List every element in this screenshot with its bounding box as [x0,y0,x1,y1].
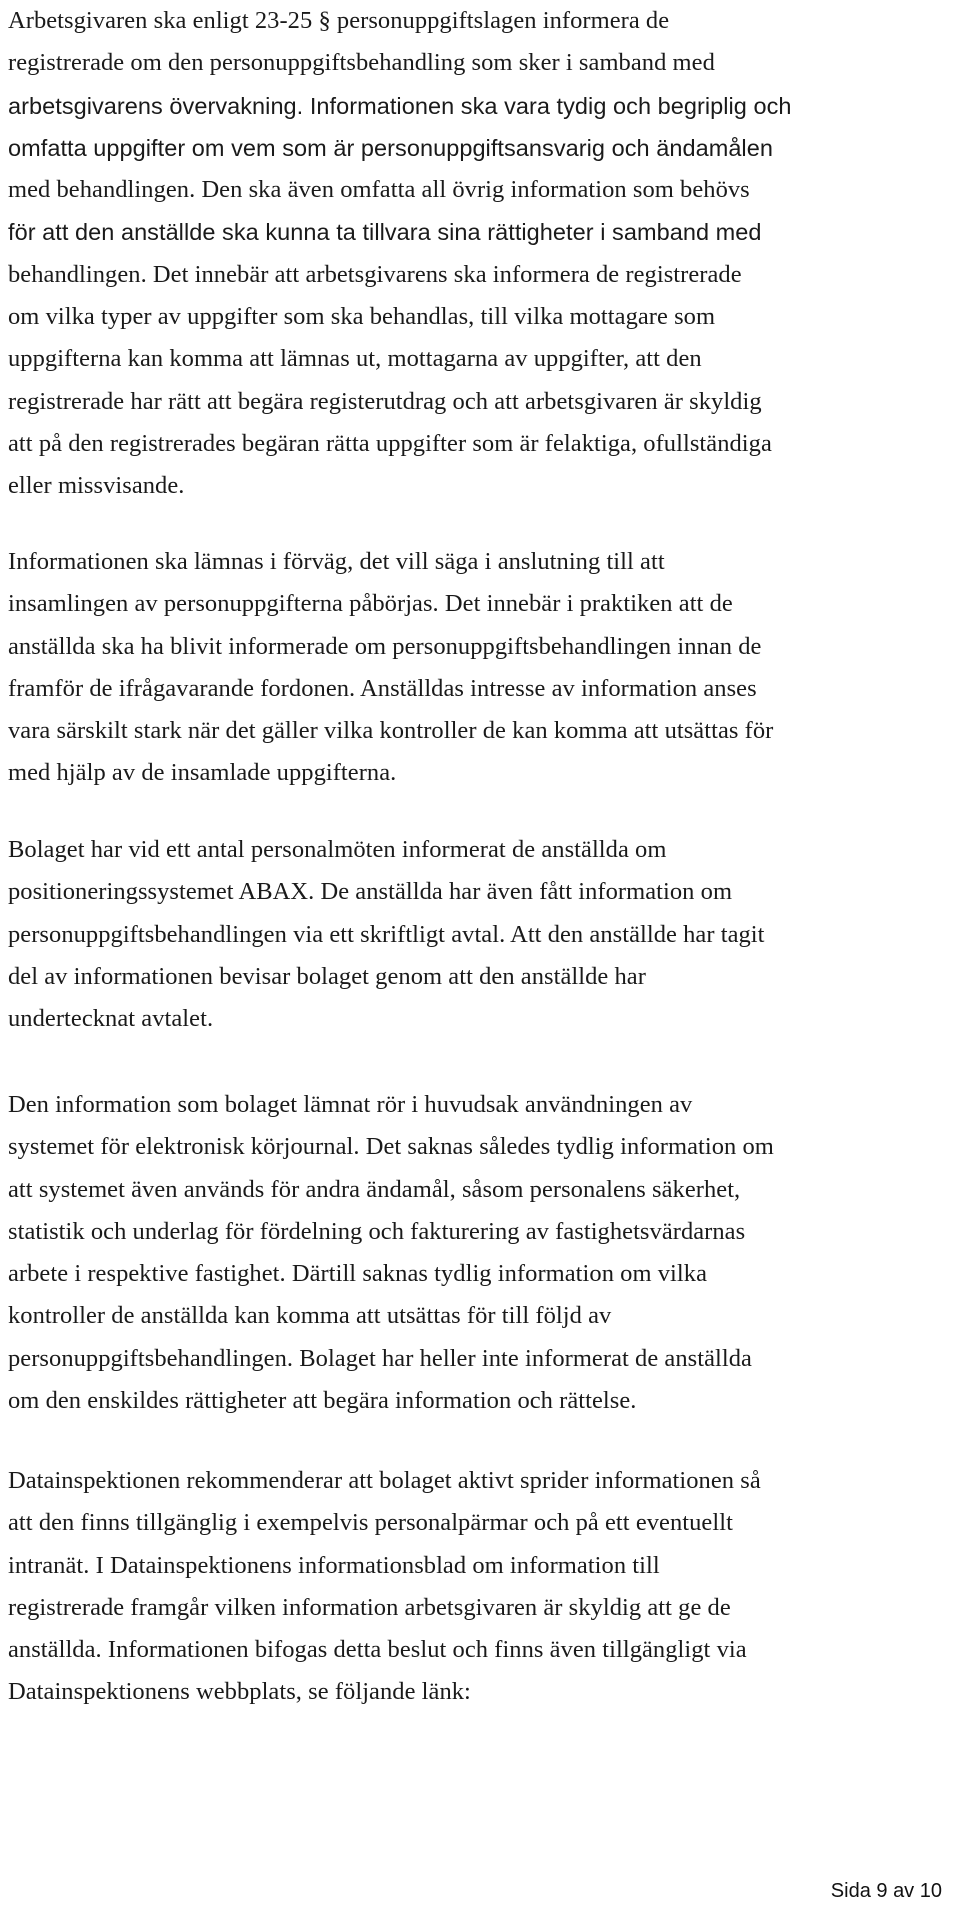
paragraph-line: del av informationen bevisar bolaget genom att den anställde har [8,962,646,990]
paragraph-line: intranät. I Datainspektionens informationsblad om information till [8,1551,660,1579]
paragraph-line: Informationen ska lämnas i förväg, det vill säga i anslutning till att [8,548,665,575]
paragraph-line: Datainspektionen rekommenderar att bolaget aktivt sprider informationen så [8,1467,761,1494]
paragraph-line: kontroller de anställda kan komma att utsättas för till följd av [8,1302,612,1330]
paragraph-line: framför de ifrågavarande fordonen. Anställdas intresse av information anses [8,674,757,702]
paragraph-line: positioneringssystemet ABAX. De anställda har även fått information om [8,878,733,906]
paragraph-4 [8,1084,953,1422]
paragraph-1 [8,0,953,508]
paragraph-line: eller missvisande. [8,472,185,500]
paragraph-line: med hjälp av de insamlade uppgifterna. [8,759,397,787]
paragraph-line: vara särskilt stark när det gäller vilka kontroller de kan komma att utsättas för [8,717,774,745]
paragraph-line: behandlingen. Det innebär att arbetsgivarens ska informera de registrerade [8,260,742,288]
paragraph-line: undertecknat avtalet. [8,1005,214,1033]
paragraph-line: med behandlingen. Den ska även omfatta all övrig information som behövs [8,176,750,204]
page-number: Sida 9 av 10 [830,1880,942,1902]
paragraph-2 [8,541,953,795]
paragraph-line: omfatta uppgifter om vem som är personuppgiftsansvarig och ändamålen [8,134,773,161]
paragraph-line: Bolaget har vid ett antal personalmöten informerat de anställda om [8,836,667,863]
paragraph-line: anställda. Informationen bifogas detta beslut och finns även tillgängligt via [8,1636,747,1664]
paragraph-line: personuppgiftsbehandlingen. Bolaget har heller inte informerat de anställda [8,1344,752,1372]
paragraph-line: att på den registrerades begäran rätta uppgifter som är felaktiga, ofullständiga [8,429,772,457]
paragraph-5 [8,1460,953,1714]
paragraph-line: anställda ska ha blivit informerade om personuppgiftsbehandlingen innan de [8,632,762,660]
paragraph-line: Arbetsgivaren ska enligt 23-25 § personuppgiftslagen informera de [8,7,670,34]
paragraph-line: att den finns tillgänglig i exempelvis personalpärmar och på ett eventuellt [8,1509,733,1537]
paragraph-line: Datainspektionens webbplats, se följande länk: [8,1678,471,1706]
paragraph-line: registrerade om den personuppgiftsbehandling som sker i samband med [8,49,715,77]
paragraph-line: om den enskildes rättigheter att begära information och rättelse. [8,1387,637,1415]
paragraph-line: statistik och underlag för fördelning och fakturering av fastighetsvärdarnas [8,1217,746,1245]
paragraph-line: uppgifterna kan komma att lämnas ut, mottagarna av uppgifter, att den [8,345,702,373]
paragraph-line: systemet för elektronisk körjournal. Det saknas således tydlig information om [8,1133,774,1161]
paragraph-line: registrerade framgår vilken information arbetsgivaren är skyldig att ge de [8,1593,731,1621]
paragraph-line: om vilka typer av uppgifter som ska behandlas, till vilka mottagare som [8,303,716,331]
paragraph-line: Den information som bolaget lämnat rör i huvudsak användningen av [8,1091,693,1118]
paragraph-line: för att den anställde ska kunna ta tillvara sina rättigheter i samband med [8,219,762,246]
paragraph-line: personuppgiftsbehandlingen via ett skriftligt avtal. Att den anställde har tagit [8,920,765,948]
paragraph-line: registrerade har rätt att begära registerutdrag och att arbetsgivaren är skyldig [8,387,762,415]
paragraph-line: arbete i respektive fastighet. Därtill saknas tydlig information om vilka [8,1260,707,1288]
paragraph-line: arbetsgivarens övervakning. Informationen ska vara tydig och begriplig och [8,92,792,119]
paragraph-3 [8,829,953,1040]
paragraph-line: att systemet även används för andra ändamål, såsom personalens säkerhet, [8,1175,741,1203]
paragraph-line: insamlingen av personuppgifterna påbörjas. Det innebär i praktiken att de [8,590,733,618]
